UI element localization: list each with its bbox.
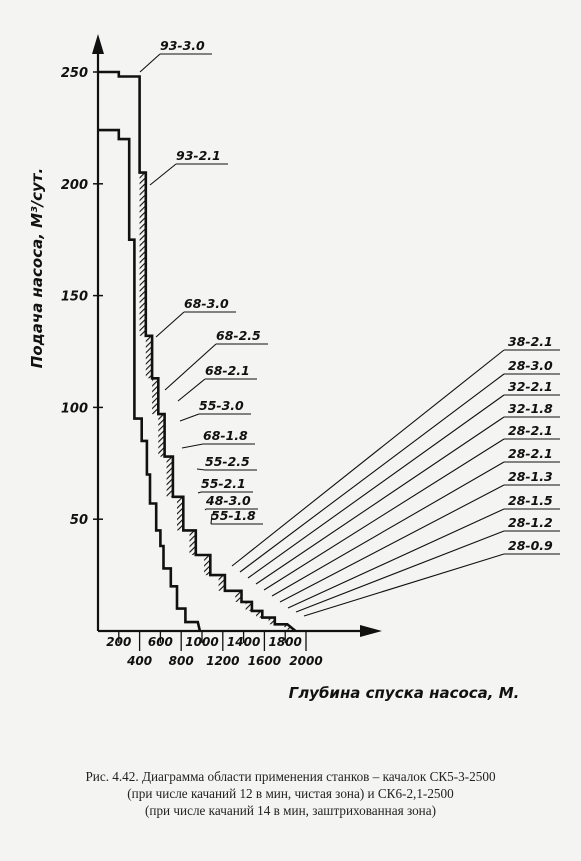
point-label: 93-2.1	[176, 148, 221, 163]
point-label: 28-3.0	[508, 358, 553, 373]
x-tick-label: 1800	[268, 635, 302, 649]
leader-line	[180, 414, 199, 421]
leader-line	[248, 395, 504, 578]
leader-line	[304, 554, 504, 616]
x-tick-label: 400	[127, 654, 153, 668]
x-tick-label: 1400	[226, 635, 261, 649]
point-label: 28-1.2	[508, 515, 553, 530]
point-label: 55-3.0	[199, 398, 244, 413]
point-label: 28-2.1	[508, 446, 553, 461]
point-label: 32-2.1	[508, 379, 553, 394]
leader-line	[232, 350, 504, 566]
point-label: 68-3.0	[184, 296, 229, 311]
point-label: 32-1.8	[508, 401, 553, 416]
leader-line	[182, 444, 203, 448]
caption-line: Рис. 4.42. Диаграмма области применения станков – качалок СК5-3-2500	[85, 769, 496, 784]
y-tick-label: 150	[60, 289, 88, 305]
x-tick-label: 1200	[206, 654, 240, 668]
y-axis-label: Подача насоса, М³/сут.	[28, 167, 46, 369]
x-axis-arrow	[360, 625, 382, 637]
point-label: 28-2.1	[508, 423, 553, 438]
leader-line	[140, 54, 160, 72]
x-tick-label: 1000	[185, 635, 219, 649]
leader-line	[156, 312, 184, 337]
leader-line	[240, 374, 504, 572]
leader-line	[205, 509, 206, 510]
leader-line	[296, 531, 504, 612]
x-tick-label: 2000	[289, 654, 323, 668]
point-label: 93-3.0	[160, 38, 205, 53]
point-label: 28-1.5	[508, 493, 553, 508]
point-label: 28-0.9	[508, 538, 553, 553]
leader-line	[264, 439, 504, 590]
y-tick-label: 50	[69, 513, 88, 529]
point-label: 55-1.8	[211, 508, 256, 523]
x-tick-label: 800	[168, 654, 194, 668]
point-label: 55-2.1	[201, 476, 246, 491]
leader-line	[150, 164, 176, 185]
y-tick-label: 100	[60, 401, 88, 417]
annotations	[160, 38, 553, 553]
y-axis-arrow	[92, 34, 104, 54]
y-tick-label: 250	[60, 66, 88, 81]
leader-lines	[140, 54, 560, 616]
point-label: 68-2.1	[205, 363, 250, 378]
point-label: 38-2.1	[508, 334, 553, 349]
x-axis-label: Глубина спуска насоса, М.	[288, 684, 520, 702]
leader-line	[256, 417, 504, 584]
x-tick-label: 600	[147, 635, 173, 649]
point-label: 48-3.0	[206, 493, 251, 508]
figure-caption	[20, 768, 561, 819]
x-tick-label: 200	[106, 635, 132, 649]
y-tick-label: 200	[60, 177, 88, 193]
point-label: 55-2.5	[205, 454, 250, 469]
leader-line	[198, 492, 201, 493]
point-label: 28-1.3	[508, 469, 553, 484]
series-line-1	[98, 130, 200, 631]
point-label: 68-1.8	[203, 428, 248, 443]
caption-line: (при числе качаний 14 в мин, заштрихованная зона)	[145, 803, 436, 818]
point-label: 68-2.5	[216, 328, 261, 343]
leader-line	[197, 469, 205, 470]
x-tick-label: 1600	[247, 654, 282, 668]
caption-line: (при числе качаний 12 в мин, чистая зона) и СК6-2,1-2500	[127, 786, 454, 801]
